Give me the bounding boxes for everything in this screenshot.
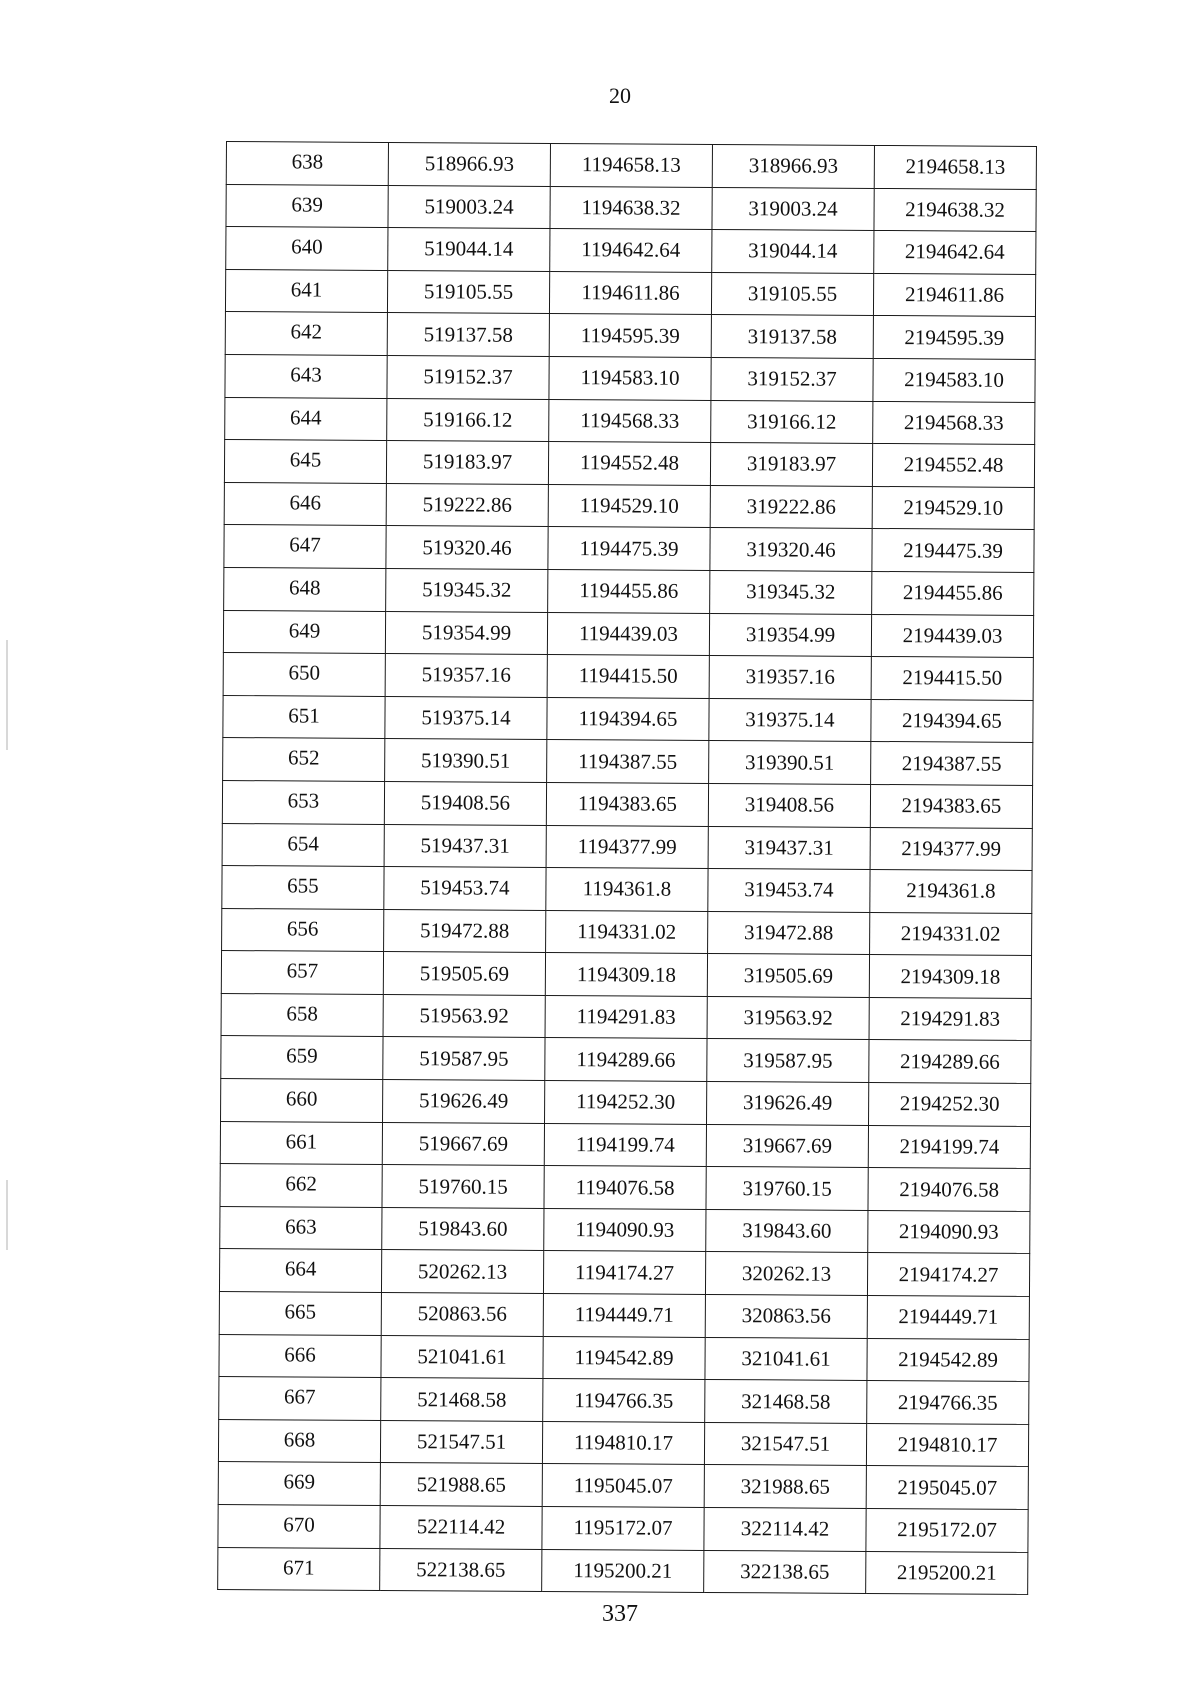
cell-y-coordinate-alt: 2194449.71 [867, 1295, 1029, 1339]
cell-point-number: 654 [222, 823, 384, 867]
cell-x-coordinate: 519320.46 [386, 526, 548, 570]
cell-x-coordinate: 519183.97 [386, 441, 548, 485]
cell-point-number: 663 [220, 1206, 382, 1250]
cell-x-coordinate-alt: 319408.56 [708, 783, 870, 827]
table-row [224, 567, 1034, 615]
cell-x-coordinate: 521988.65 [380, 1463, 542, 1507]
coordinate-table-container [226, 141, 1036, 1590]
cell-point-number: 669 [218, 1462, 380, 1506]
cell-y-coordinate: 1195200.21 [542, 1549, 704, 1593]
page-number-top: 20 [609, 83, 631, 108]
cell-x-coordinate-alt: 319563.92 [707, 996, 869, 1040]
cell-y-coordinate-alt: 2194383.65 [870, 784, 1032, 828]
cell-y-coordinate: 1194394.65 [547, 697, 709, 741]
cell-y-coordinate: 1194766.35 [543, 1379, 705, 1423]
cell-x-coordinate-alt: 319345.32 [710, 570, 872, 614]
cell-y-coordinate-alt: 2194439.03 [871, 614, 1033, 658]
table-row [224, 440, 1034, 488]
cell-x-coordinate-alt: 319003.24 [712, 187, 874, 231]
cell-x-coordinate-alt: 318966.93 [712, 144, 874, 188]
cell-y-coordinate-alt: 2194766.35 [867, 1381, 1029, 1425]
table-row [220, 1164, 1030, 1212]
cell-point-number: 658 [221, 993, 383, 1037]
table-row [223, 610, 1033, 658]
cell-point-number: 640 [226, 227, 388, 271]
cell-y-coordinate-alt: 2194394.65 [871, 699, 1033, 743]
cell-y-coordinate-alt: 2194583.10 [873, 358, 1035, 402]
cell-x-coordinate-alt: 319472.88 [708, 911, 870, 955]
cell-y-coordinate: 1194076.58 [544, 1166, 706, 1210]
cell-y-coordinate: 1194449.71 [543, 1293, 705, 1337]
cell-y-coordinate-alt: 2194291.83 [869, 997, 1031, 1041]
cell-y-coordinate-alt: 2194638.32 [874, 188, 1036, 232]
cell-y-coordinate: 1194568.33 [549, 399, 711, 443]
cell-y-coordinate: 1195172.07 [542, 1506, 704, 1550]
cell-x-coordinate: 519166.12 [387, 398, 549, 442]
cell-y-coordinate-alt: 2194475.39 [872, 529, 1034, 573]
cell-y-coordinate-alt: 2194611.86 [873, 273, 1035, 317]
cell-y-coordinate-alt: 2195172.07 [866, 1508, 1028, 1552]
cell-point-number: 639 [226, 184, 388, 228]
cell-point-number: 659 [221, 1036, 383, 1080]
cell-y-coordinate-alt: 2194309.18 [869, 955, 1031, 999]
cell-point-number: 638 [226, 142, 388, 186]
cell-y-coordinate-alt: 2194174.27 [867, 1253, 1029, 1297]
cell-y-coordinate: 1194289.66 [545, 1038, 707, 1082]
cell-x-coordinate: 519453.74 [384, 867, 546, 911]
table-row [219, 1377, 1029, 1425]
cell-point-number: 667 [219, 1377, 381, 1421]
table-row [218, 1462, 1028, 1510]
cell-y-coordinate: 1194090.93 [544, 1208, 706, 1252]
cell-point-number: 655 [222, 866, 384, 910]
cell-x-coordinate-alt: 319437.31 [708, 826, 870, 870]
table-row [219, 1292, 1029, 1340]
cell-y-coordinate-alt: 2195045.07 [866, 1466, 1028, 1510]
cell-y-coordinate: 1194331.02 [546, 910, 708, 954]
cell-y-coordinate-alt: 2194090.93 [868, 1210, 1030, 1254]
table-row [225, 354, 1035, 402]
cell-y-coordinate: 1194309.18 [545, 953, 707, 997]
cell-y-coordinate: 1194361.8 [546, 868, 708, 912]
cell-y-coordinate: 1194439.03 [547, 612, 709, 656]
cell-y-coordinate-alt: 2194377.99 [870, 827, 1032, 871]
cell-point-number: 646 [224, 482, 386, 526]
cell-point-number: 653 [222, 780, 384, 824]
table-row [226, 227, 1036, 275]
cell-point-number: 648 [224, 567, 386, 611]
cell-x-coordinate: 519505.69 [383, 952, 545, 996]
table-row [218, 1547, 1028, 1595]
cell-x-coordinate: 518966.93 [388, 142, 550, 186]
cell-y-coordinate: 1194552.48 [548, 442, 710, 486]
table-row [225, 269, 1035, 317]
page-number-bottom: 337 [602, 1601, 638, 1627]
cell-x-coordinate-alt: 319390.51 [709, 741, 871, 785]
cell-x-coordinate-alt: 319375.14 [709, 698, 871, 742]
cell-y-coordinate-alt: 2194810.17 [866, 1423, 1028, 1467]
cell-x-coordinate-alt: 319105.55 [711, 272, 873, 316]
table-row [223, 695, 1033, 743]
cell-x-coordinate-alt: 319183.97 [710, 443, 872, 487]
cell-x-coordinate: 519345.32 [386, 568, 548, 612]
table-row [223, 653, 1033, 701]
cell-point-number: 665 [219, 1292, 381, 1336]
table-row [226, 142, 1036, 190]
table-row [223, 738, 1033, 786]
cell-x-coordinate: 519437.31 [384, 824, 546, 868]
cell-x-coordinate: 519390.51 [385, 739, 547, 783]
table-row [221, 951, 1031, 999]
cell-point-number: 645 [224, 440, 386, 484]
cell-x-coordinate-alt: 319137.58 [711, 315, 873, 359]
cell-point-number: 664 [219, 1249, 381, 1293]
table-row [221, 993, 1031, 1041]
table-row [220, 1206, 1030, 1254]
cell-x-coordinate: 521547.51 [380, 1420, 542, 1464]
cell-y-coordinate-alt: 2194658.13 [874, 145, 1036, 189]
cell-x-coordinate: 519626.49 [383, 1080, 545, 1124]
cell-x-coordinate-alt: 319667.69 [706, 1124, 868, 1168]
cell-y-coordinate: 1194291.83 [545, 995, 707, 1039]
cell-y-coordinate: 1194611.86 [549, 271, 711, 315]
cell-y-coordinate-alt: 2194289.66 [869, 1040, 1031, 1084]
cell-x-coordinate-alt: 319626.49 [707, 1082, 869, 1126]
cell-x-coordinate: 519843.60 [382, 1207, 544, 1251]
cell-x-coordinate-alt: 321988.65 [704, 1465, 866, 1509]
table-row [220, 1121, 1030, 1169]
cell-point-number: 650 [223, 653, 385, 697]
cell-point-number: 666 [219, 1334, 381, 1378]
cell-x-coordinate-alt: 319222.86 [710, 485, 872, 529]
cell-x-coordinate-alt: 319760.15 [706, 1167, 868, 1211]
table-row [224, 525, 1034, 573]
cell-y-coordinate: 1194199.74 [544, 1123, 706, 1167]
cell-y-coordinate-alt: 2194529.10 [872, 486, 1034, 530]
cell-y-coordinate-alt: 2194415.50 [871, 657, 1033, 701]
table-row [221, 1036, 1031, 1084]
cell-x-coordinate-alt: 322114.42 [704, 1507, 866, 1551]
cell-y-coordinate: 1194810.17 [542, 1421, 704, 1465]
table-row [226, 184, 1036, 232]
table-row [222, 780, 1032, 828]
scan-edge-mark [6, 1180, 8, 1250]
cell-y-coordinate-alt: 2194076.58 [868, 1168, 1030, 1212]
cell-point-number: 644 [225, 397, 387, 441]
cell-y-coordinate-alt: 2194252.30 [869, 1083, 1031, 1127]
table-row [224, 482, 1034, 530]
cell-x-coordinate-alt: 319354.99 [709, 613, 871, 657]
cell-x-coordinate-alt: 320863.56 [705, 1294, 867, 1338]
cell-y-coordinate: 1194658.13 [550, 143, 712, 187]
cell-x-coordinate: 521468.58 [381, 1378, 543, 1422]
cell-y-coordinate: 1194642.64 [550, 229, 712, 273]
cell-y-coordinate: 1194415.50 [547, 655, 709, 699]
table-row [219, 1249, 1029, 1297]
cell-x-coordinate: 520863.56 [381, 1293, 543, 1337]
cell-x-coordinate: 519375.14 [385, 696, 547, 740]
cell-point-number: 660 [221, 1079, 383, 1123]
cell-x-coordinate: 519152.37 [387, 355, 549, 399]
cell-point-number: 643 [225, 354, 387, 398]
cell-x-coordinate: 522138.65 [380, 1548, 542, 1592]
scan-edge-mark [6, 640, 8, 750]
cell-x-coordinate: 519563.92 [383, 994, 545, 1038]
cell-y-coordinate: 1194383.65 [546, 782, 708, 826]
cell-y-coordinate: 1194252.30 [545, 1081, 707, 1125]
cell-y-coordinate: 1194387.55 [547, 740, 709, 784]
cell-x-coordinate: 519044.14 [388, 228, 550, 272]
cell-y-coordinate-alt: 2194361.8 [870, 870, 1032, 914]
cell-y-coordinate: 1194595.39 [549, 314, 711, 358]
cell-y-coordinate: 1194455.86 [548, 569, 710, 613]
cell-point-number: 662 [220, 1164, 382, 1208]
cell-y-coordinate-alt: 2194199.74 [868, 1125, 1030, 1169]
cell-y-coordinate-alt: 2194568.33 [873, 401, 1035, 445]
cell-x-coordinate: 519003.24 [388, 185, 550, 229]
cell-x-coordinate-alt: 319166.12 [711, 400, 873, 444]
cell-y-coordinate: 1194638.32 [550, 186, 712, 230]
cell-y-coordinate: 1194475.39 [548, 527, 710, 571]
table-row [222, 823, 1032, 871]
cell-point-number: 661 [220, 1121, 382, 1165]
coordinate-table [217, 141, 1037, 1595]
cell-x-coordinate: 519354.99 [385, 611, 547, 655]
cell-x-coordinate-alt: 321547.51 [704, 1422, 866, 1466]
table-row [221, 1079, 1031, 1127]
cell-point-number: 651 [223, 695, 385, 739]
cell-y-coordinate-alt: 2194642.64 [874, 231, 1036, 275]
cell-x-coordinate-alt: 319453.74 [708, 869, 870, 913]
table-row [225, 312, 1035, 360]
cell-x-coordinate-alt: 319357.16 [709, 656, 871, 700]
table-row [222, 908, 1032, 956]
table-row [225, 397, 1035, 445]
cell-x-coordinate-alt: 319587.95 [707, 1039, 869, 1083]
table-row [218, 1504, 1028, 1552]
cell-x-coordinate: 519587.95 [383, 1037, 545, 1081]
cell-x-coordinate-alt: 322138.65 [704, 1550, 866, 1594]
table-row [222, 866, 1032, 914]
cell-x-coordinate: 519105.55 [387, 270, 549, 314]
cell-y-coordinate: 1194174.27 [543, 1251, 705, 1295]
cell-point-number: 649 [223, 610, 385, 654]
cell-y-coordinate: 1194377.99 [546, 825, 708, 869]
coordinate-table-body [218, 142, 1037, 1595]
cell-x-coordinate: 519222.86 [386, 483, 548, 527]
table-row [218, 1419, 1028, 1467]
cell-point-number: 668 [218, 1419, 380, 1463]
cell-x-coordinate-alt: 321468.58 [705, 1380, 867, 1424]
cell-y-coordinate-alt: 2194542.89 [867, 1338, 1029, 1382]
cell-x-coordinate: 520262.13 [381, 1250, 543, 1294]
cell-y-coordinate-alt: 2195200.21 [866, 1551, 1028, 1595]
cell-x-coordinate-alt: 319843.60 [706, 1209, 868, 1253]
cell-point-number: 641 [225, 269, 387, 313]
cell-x-coordinate-alt: 321041.61 [705, 1337, 867, 1381]
cell-y-coordinate-alt: 2194455.86 [872, 571, 1034, 615]
cell-y-coordinate: 1194583.10 [549, 356, 711, 400]
cell-y-coordinate-alt: 2194595.39 [873, 316, 1035, 360]
cell-x-coordinate: 521041.61 [381, 1335, 543, 1379]
table-row [219, 1334, 1029, 1382]
cell-x-coordinate-alt: 319152.37 [711, 357, 873, 401]
cell-x-coordinate-alt: 319044.14 [712, 230, 874, 274]
cell-x-coordinate: 519357.16 [385, 654, 547, 698]
cell-x-coordinate: 519137.58 [387, 313, 549, 357]
cell-y-coordinate-alt: 2194552.48 [872, 444, 1034, 488]
cell-x-coordinate-alt: 319505.69 [707, 954, 869, 998]
cell-x-coordinate: 519667.69 [382, 1122, 544, 1166]
cell-x-coordinate-alt: 319320.46 [710, 528, 872, 572]
cell-x-coordinate: 519472.88 [384, 909, 546, 953]
cell-x-coordinate: 519760.15 [382, 1165, 544, 1209]
cell-point-number: 652 [223, 738, 385, 782]
cell-x-coordinate-alt: 320262.13 [705, 1252, 867, 1296]
cell-x-coordinate: 519408.56 [384, 781, 546, 825]
cell-x-coordinate: 522114.42 [380, 1505, 542, 1549]
cell-point-number: 656 [222, 908, 384, 952]
cell-y-coordinate: 1194529.10 [548, 484, 710, 528]
cell-point-number: 670 [218, 1504, 380, 1548]
cell-point-number: 642 [225, 312, 387, 356]
cell-y-coordinate-alt: 2194387.55 [871, 742, 1033, 786]
cell-point-number: 671 [218, 1547, 380, 1591]
cell-point-number: 647 [224, 525, 386, 569]
cell-y-coordinate: 1195045.07 [542, 1464, 704, 1508]
cell-y-coordinate-alt: 2194331.02 [870, 912, 1032, 956]
cell-point-number: 657 [221, 951, 383, 995]
cell-y-coordinate: 1194542.89 [543, 1336, 705, 1380]
